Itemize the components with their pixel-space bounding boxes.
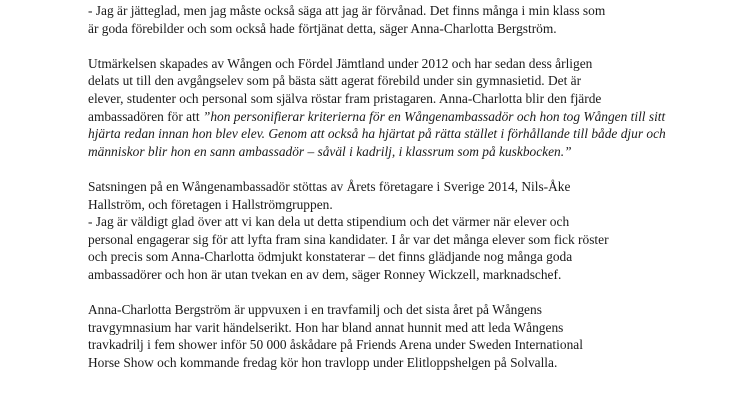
- text-line: personal engagerar sig för att lyfta fram sina kandidater. I år var det många elever som fick röster: [88, 231, 609, 247]
- text-line: Horse Show och kommande fredag kör hon travlopp under Elitloppshelgen på Solvalla.: [88, 354, 558, 370]
- text-line: - Jag är väldigt glad över att vi kan dela ut detta stipendium och det värmer när elever och: [88, 214, 570, 230]
- text-line: Satsningen på en Wångenambassadör stöttas av Årets företagare i Sverige 2014, Nils-Åke: [88, 178, 571, 194]
- paragraph-sponsor: [88, 178, 728, 284]
- italic-quote-line: människor blir hon en sann ambassadör – såväl i kadrilj, i klassrum som på kuskbocken.”: [88, 143, 572, 159]
- text-line: är goda förebilder och som också hade förtjänat detta, säger Anna-Charlotta Bergström.: [88, 20, 557, 36]
- paragraph-background: [88, 301, 728, 371]
- text-line: travkadrilj i fem shower inför 50 000 åskådare på Friends Arena under Sweden International: [88, 337, 583, 353]
- paragraph-quote-bergstrom: [88, 2, 728, 37]
- text-line: och precis som Anna-Charlotta ödmjukt konstaterar – det finns glädjande nog många goda: [88, 249, 573, 265]
- document-body: [88, 0, 728, 389]
- italic-quote-segment: ”hon personifierar kriterierna för en Wångenambassadör och hon tog Wången till sitt: [202, 108, 666, 124]
- italic-quote-line: hjärta redan innan hon blev elev. Genom att också ha hjärtat på rätta stället i förhållande till både djur och: [88, 126, 666, 142]
- text-line: elever, studenter och personal som själva röstar fram pristagaren. Anna-Charlotta blir den fjärde: [88, 90, 602, 106]
- text-segment: ambassadören för att: [88, 108, 203, 124]
- text-line: Utmärkelsen skapades av Wången och Fördel Jämtland under 2012 och har sedan dess årligen: [88, 55, 593, 71]
- text-line: travgymnasium har varit händelserikt. Hon har bland annat hunnit med att leda Wångens: [88, 319, 564, 335]
- text-line-mixed: [88, 108, 728, 126]
- text-line: Hallström, och företagen i Hallströmgruppen.: [88, 196, 333, 212]
- text-line: ambassadörer och hon är utan tvekan en av dem, säger Ronney Wickzell, marknadschef.: [88, 266, 562, 282]
- paragraph-award-description: [88, 55, 728, 161]
- text-line: delats ut till den avgångselev som på bästa sätt agerat förebild under sin gymnasietid. Det är: [88, 73, 582, 89]
- text-line: Anna-Charlotta Bergström är uppvuxen i en travfamilj och det sista året på Wångens: [88, 302, 542, 318]
- text-line: - Jag är jätteglad, men jag måste också säga att jag är förvånad. Det finns många i min klass som: [88, 3, 606, 18]
